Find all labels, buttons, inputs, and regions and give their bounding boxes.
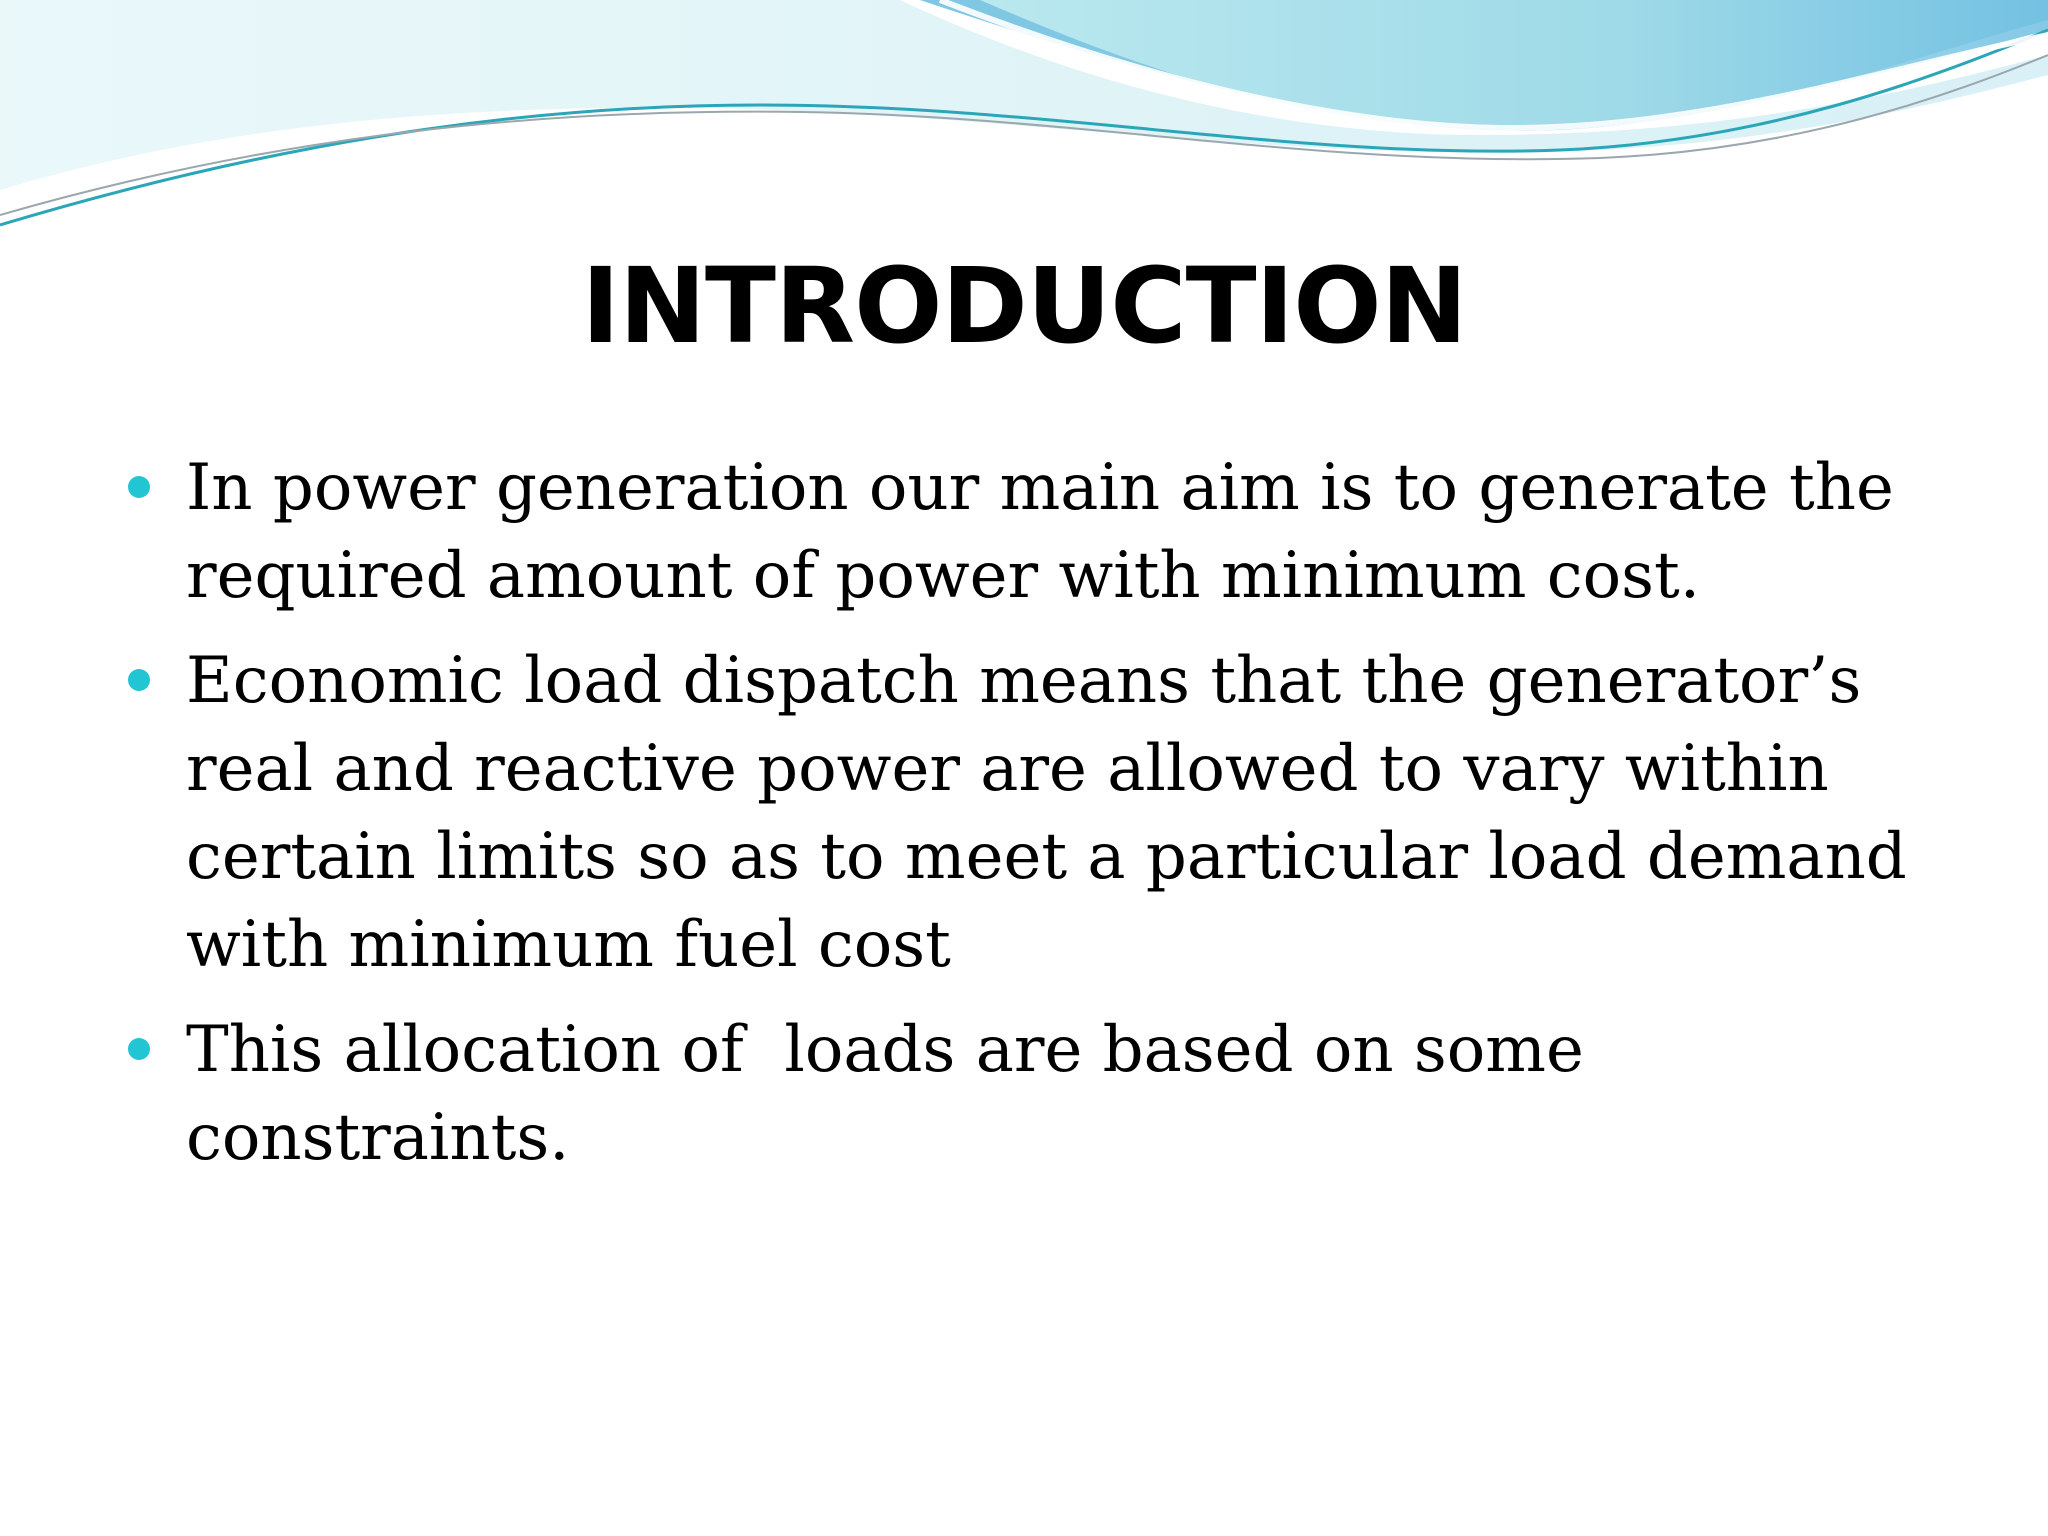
bullet-item (128, 637, 1928, 989)
slide-title: INTRODUCTION (581, 245, 1467, 367)
bullet-list (128, 444, 1928, 1199)
bullet-text: This allocation of loads are based on some constraints. (186, 1013, 1605, 1175)
bullet-item (128, 444, 1915, 620)
bullet-text: In power generation our main aim is to generate the required amount of power with minimum cost. (186, 451, 1915, 613)
wave-header-decoration (0, 0, 2048, 240)
bullet-dot-icon (128, 1038, 150, 1060)
bullet-text: Economic load dispatch means that the generator’s real and reactive power are allowed to vary within certain limits so as to meet a particular load demand with minimum fuel cost (186, 644, 1928, 982)
bullet-item (128, 1006, 1908, 1182)
bullet-dot-icon (128, 476, 150, 498)
bullet-dot-icon (128, 669, 150, 691)
